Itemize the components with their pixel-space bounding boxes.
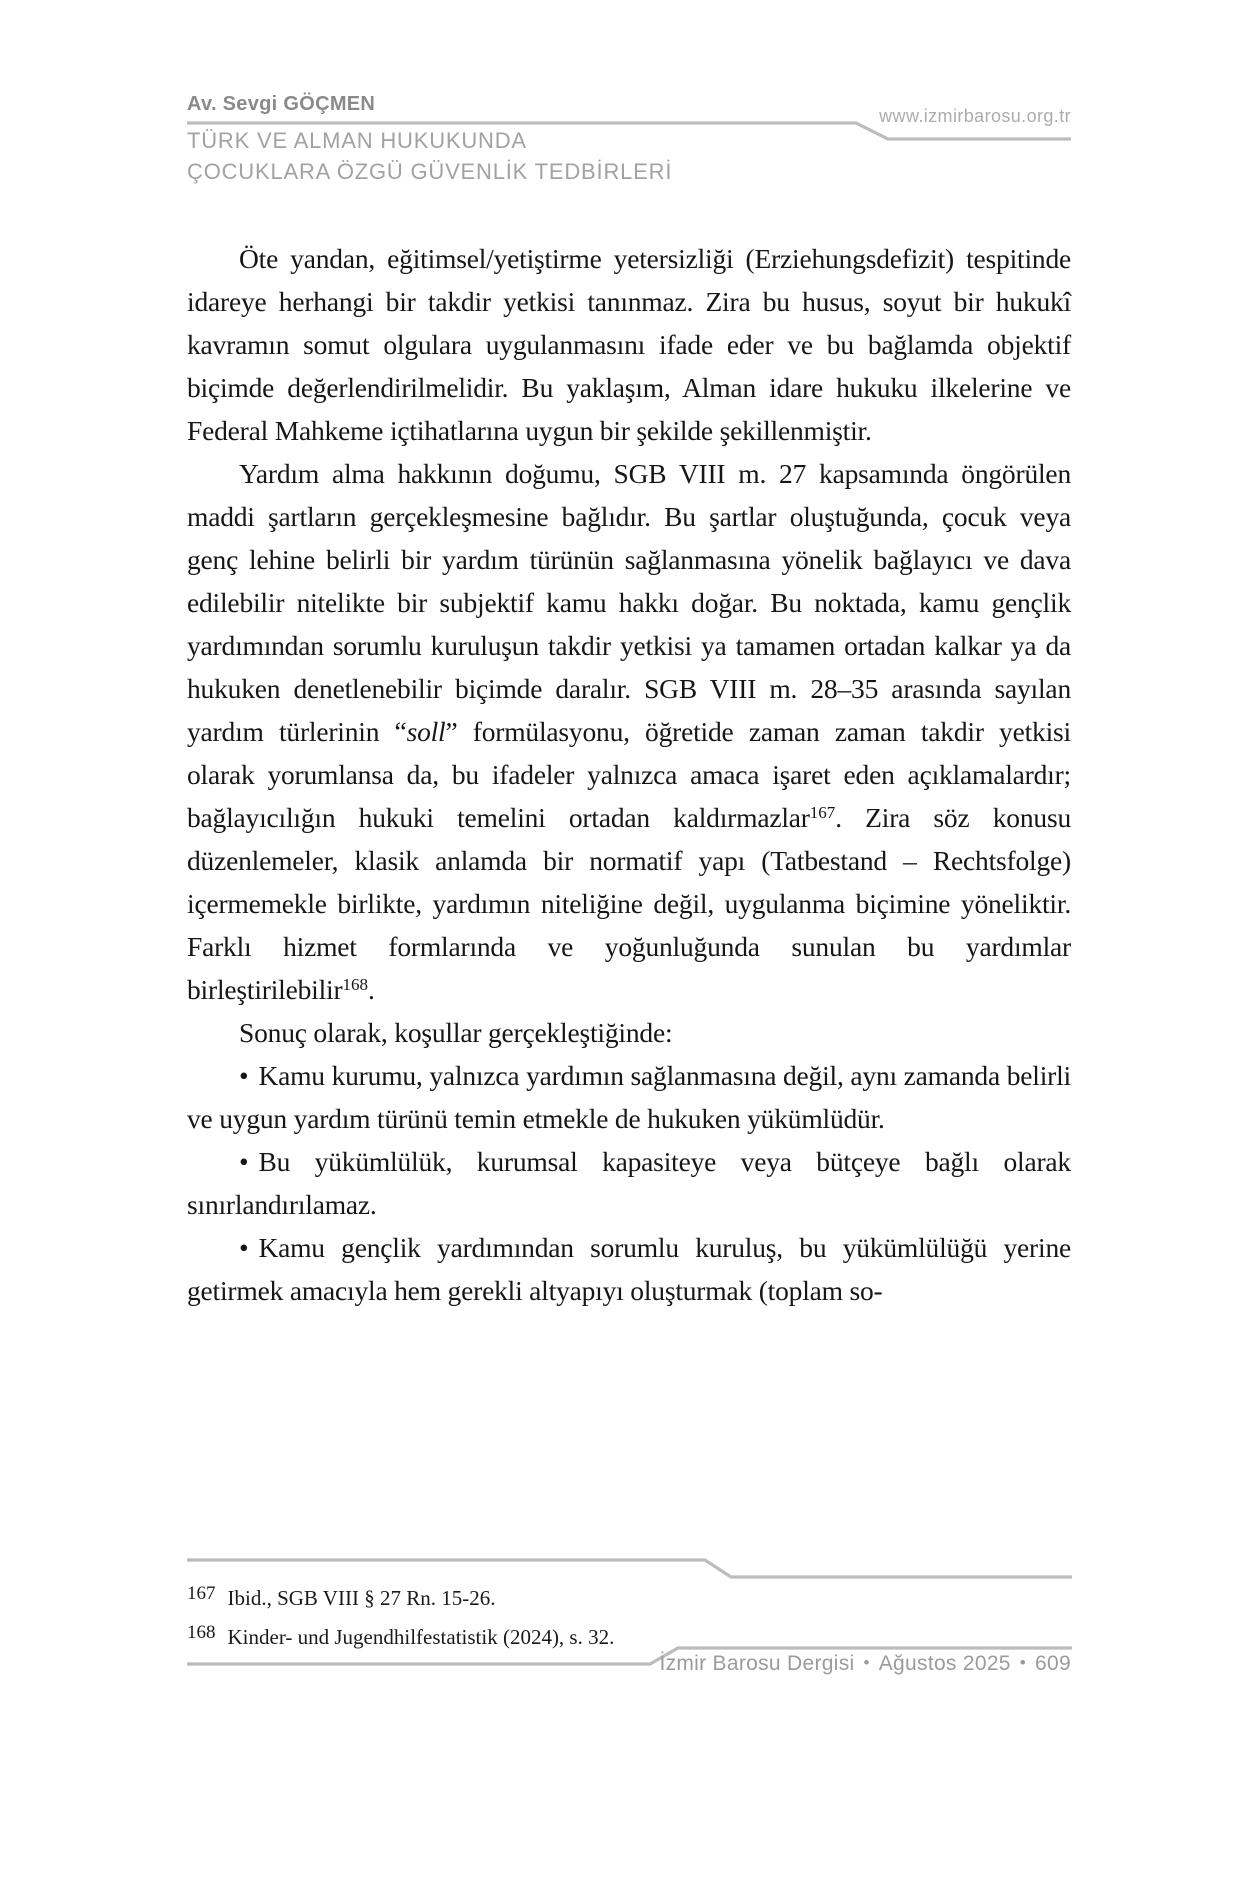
website-url: www.izmirbarosu.org.tr: [879, 106, 1071, 126]
paragraph-1: [187, 237, 1071, 452]
bullet-icon: •: [239, 1146, 249, 1177]
italic-term: soll: [406, 716, 446, 747]
paragraph-2: [187, 452, 1071, 1011]
paragraph-3: [187, 1011, 1071, 1054]
paragraph-text: Yardım alma hakkının doğumu, SGB VIII m. 27 kapsamında öngörülen maddi şartların gerçekleşmesine bağlıdır. Bu şartlar oluştuğunda, çocuk veya genç lehine belirli bir yardım türünün sağlanmasına yönelik bağlayıcı ve dava edilebilir nitelikte bir subjektif kamu hakkı doğar. Bu noktada, kamu gençlik yardımından sorumlu kuruluşun takdir yetkisi ya tamamen ortadan kalkar ya da hukuken denetlenebilir biçimde daralır. SGB VIII m. 28–35 arasında sayılan yardım türlerinin “: [187, 458, 1071, 747]
separator-bullet: •: [1019, 1653, 1027, 1672]
bullet-item: [187, 1226, 1071, 1312]
article-body: [187, 237, 1071, 1312]
paragraph-text: . Zira söz konusu düzenlemeler, klasik anlamda bir normatif yapı (Tatbestand – Rechtsfolge) içermemekle birlikte, yardımın niteliğine değil, uygulanma biçimine yöneliktir. Farklı hizmet formlarında ve yoğunluğunda sunulan bu yardımlar birleştirilebilir: [187, 802, 1071, 1005]
footnote-ref-167: 167: [809, 803, 836, 822]
footnotes-section: [187, 1581, 1071, 1659]
paragraph-text: Öte yandan, eğitimsel/yetiştirme yetersizliği (Erziehungsdefizit) tespitinde idareye herhangi bir takdir yetkisi tanınmaz. Zira bu husus, soyut bir hukukî kavramın somut olgulara uygulanmasını ifade eder ve bu bağlamda objektif biçimde değerlendirilmelidir. Bu yaklaşım, Alman idare hukuku ilkelerine ve Federal Mahkeme içtihatlarına uygun bir şekilde şekillenmiştir.: [187, 243, 1071, 446]
footnote-167: [187, 1581, 1071, 1611]
footnote-ref-168: 168: [342, 975, 368, 994]
footnote-number: 167: [187, 1583, 216, 1604]
page-number: 609: [1035, 1652, 1071, 1675]
bullet-icon: •: [239, 1060, 249, 1091]
footnote-separator-rule: [187, 1560, 1072, 1577]
bullet-icon: •: [239, 1232, 249, 1263]
paragraph-text: .: [367, 974, 375, 1005]
bullet-text: Kamu gençlik yardımından sorumlu kuruluş, bu yükümlülüğü yerine getirmek amacıyla hem gerekli altyapıyı oluşturmak (toplam so-: [187, 1232, 1071, 1306]
paragraph-text: ” formülasyonu, öğretide zaman zaman takdir yetkisi olarak yorumlansa da, bu ifadeler yalnızca amaca işaret eden açıklamalardır; bağlayıcılığın hukuki temelini ortadan kaldırmazlar: [187, 716, 1071, 833]
paragraph-text: Sonuç olarak, koşullar gerçekleştiğinde:: [239, 1017, 673, 1048]
bullet-item: [187, 1054, 1071, 1140]
footnote-number: 168: [187, 1622, 216, 1643]
article-title-line1: TÜRK VE ALMAN HUKUKUNDA: [187, 128, 527, 153]
author-name: Av. Sevgi GÖÇMEN: [187, 93, 376, 115]
article-title-line2: ÇOCUKLARA ÖZGÜ GÜVENLİK TEDBİRLERİ: [187, 159, 673, 184]
bullet-text: Kamu kurumu, yalnızca yardımın sağlanmasına değil, aynı zamanda belirli ve uygun yardım türünü temin etmekle de hukuken yükümlüdür.: [187, 1060, 1071, 1134]
footnote-text: Ibid., SGB VIII § 27 Rn. 15-26.: [227, 1586, 496, 1610]
footnote-168: [187, 1620, 1071, 1650]
bullet-text: Bu yükümlülük, kurumsal kapasiteye veya bütçeye bağlı olarak sınırlandırılamaz.: [187, 1146, 1071, 1220]
separator-bullet: •: [863, 1653, 870, 1672]
journal-name: İzmir Barosu Dergisi: [659, 1652, 855, 1675]
issue-date: Ağustos 2025: [878, 1652, 1011, 1675]
footnote-text: Kinder- und Jugendhilfestatistik (2024), s. 32.: [227, 1625, 615, 1649]
page-footer: [187, 1652, 1071, 1676]
bullet-item: [187, 1140, 1071, 1226]
